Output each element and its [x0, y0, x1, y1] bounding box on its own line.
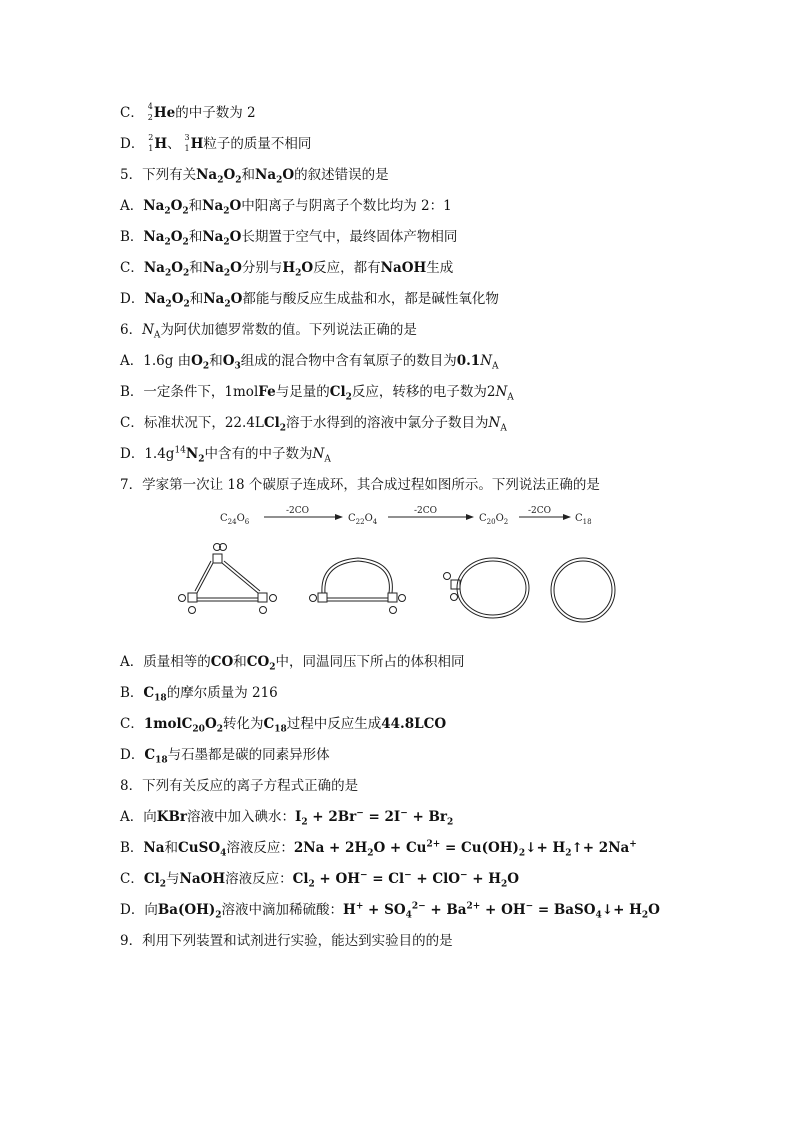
- option-8c: C．$Cl_2$与NaOH溶液反应：$Cl_2 + OH^- = Cl^- + ClO^- + H_2O$: [120, 870, 520, 890]
- synthesis-scheme: [170, 506, 620, 630]
- molecule-c20o2: [444, 558, 530, 618]
- option-6c: C．标准状况下，22.4LCl$_2$溶于水得到的溶液中氯分子数目为$N_A$: [120, 415, 507, 434]
- question-6: 6．$N_A$为阿伏加德罗常数的值。下列说法正确的是: [120, 322, 417, 341]
- question-8: 8．下列有关反应的离子方程式正确的是: [120, 778, 359, 794]
- option-6b: B．一定条件下，1molFe与足量的$Cl_2$反应，转移的电子数为$2N_A$: [120, 384, 514, 403]
- option-7b: B．$C_{18}$的摩尔质量为 216: [120, 685, 278, 704]
- option-7d: D．$C_{18}$与石墨都是碳的同素异形体: [120, 747, 330, 766]
- option-6d: D．$1.4g^{14}N_2$中含有的中子数为$N_A$: [120, 445, 331, 465]
- formula-c24o6: $C_{24}O_6$: [220, 513, 250, 526]
- option-5b: B．$Na_2O_2$和$Na_2O$长期置于空气中，最终固体产物相同: [120, 229, 458, 248]
- option-7a: A．质量相等的CO和$CO_2$中，同温同压下所占的体积相同: [120, 654, 465, 673]
- arrow-3-label: -2CO: [528, 506, 552, 516]
- molecule-c24o6: [179, 544, 277, 614]
- molecule-c18: [551, 558, 615, 622]
- formula-c22o4: $C_{22}O_4$: [348, 513, 378, 526]
- option-5c: C．$Na_2O_2$和$Na_2O$分别与$H_2O$反应，都有NaOH生成: [120, 260, 454, 279]
- arrow-1-label: -2CO: [286, 506, 310, 516]
- molecule-c22o4: [310, 558, 406, 614]
- question-9: 9．利用下列装置和试剂进行实验，能达到实验目的的是: [120, 933, 453, 949]
- option-8a: A．向KBr溶液中加入碘水：$I_2 + 2Br^- = 2I^- + Br_2$: [120, 808, 454, 828]
- question-5: 5．下列有关$Na_2O_2$和$Na_2O$的叙述错误的是: [120, 167, 389, 186]
- option-8b: B．Na和CuSO$_4$溶液反应：$2Na + 2H_2O + Cu^{2+}$ = $Cu(OH)_2↓+$ $H_2↑+ 2Na^+$: [120, 839, 637, 859]
- option-5d: D．$Na_2O_2$和$Na_2O$都能与酸反应生成盐和水，都是碱性氧化物: [120, 291, 499, 310]
- arrow-2-label: -2CO: [414, 506, 438, 516]
- question-7: 7．学家第一次让 18 个碳原子连成环，其合成过程如图所示。下列说法正确的是: [120, 477, 600, 493]
- formula-c20o2: $C_{20}O_2$: [479, 513, 509, 526]
- option-4d: D． 2 1 H、 3 1 H粒子的质量不相同: [120, 133, 312, 153]
- option-5a: A．$Na_2O_2$和$Na_2O$中阳离子与阴离子个数比均为 2：1: [120, 198, 452, 217]
- formula-c18: $C_{18}$: [575, 513, 592, 526]
- option-7c: C．$1molC_{20}O_2$转化为$C_{18}$过程中反应生成44.8LCO: [120, 716, 447, 735]
- option-8d: D．向$Ba(OH)_2$溶液中滴加稀硫酸：$H^+ + SO_4^{2-} + Ba^{2+} + OH^-$ = BaSO$_4$↓+ $H_2O$: [120, 901, 660, 921]
- option-6a: A．1.6g 由$O_2$和$O_3$组成的混合物中含有氧原子的数目为$0.1N_A$: [120, 353, 499, 372]
- option-4c: C． 4 2 He的中子数为 2: [120, 102, 256, 122]
